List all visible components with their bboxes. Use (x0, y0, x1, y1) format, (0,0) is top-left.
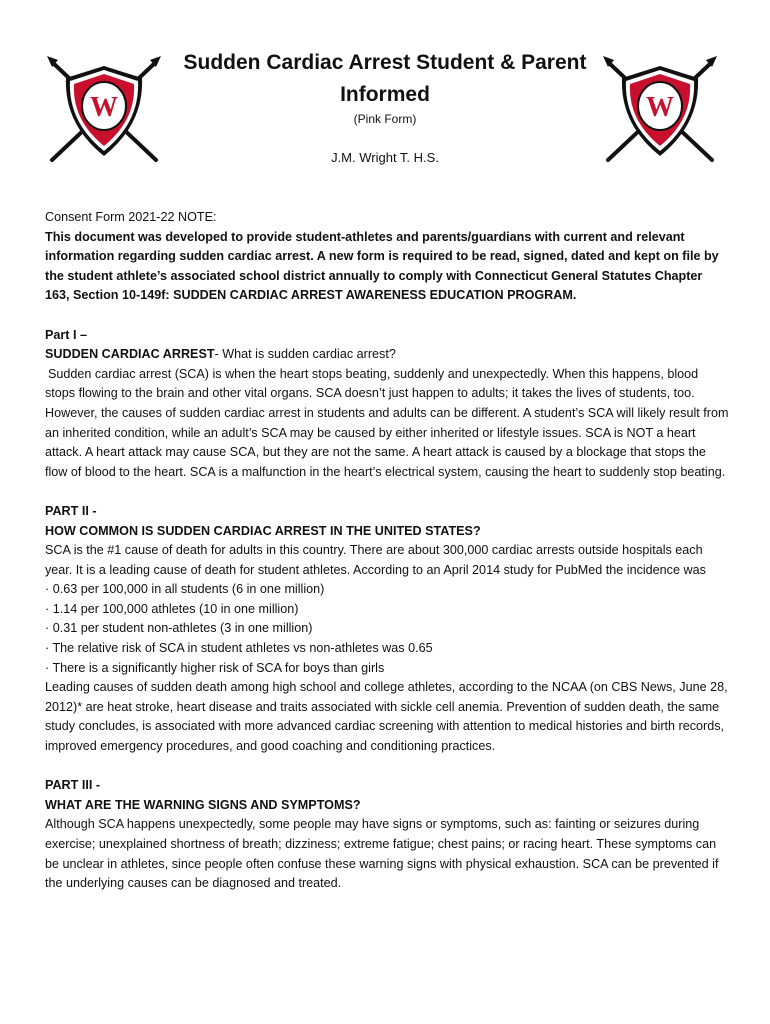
part-1-label: Part I – (45, 327, 87, 342)
part-2-closing: Leading causes of sudden death among high school and college athletes, according to the NCAA (on CBS News, June 28, 2012)* are heat stroke, heart disease and traits associated with sickle cell anemia. Prevention of sudden death, the same study concludes, is associated with more advanced cardiac screening with attention to medical histories and birth records, improved emergency procedures, and good coaching and conditioning practices. (45, 680, 728, 754)
list-item: · 0.63 per 100,000 in all students (6 in one million) (45, 582, 325, 597)
document-body (45, 208, 730, 894)
part-3-body: Although SCA happens unexpectedly, some people may have signs or symptoms, such as: fainting or seizures during exercise; unexplained shortness of breath; dizziness; extreme fatigue; chest pains; or racing heart. These symptoms can be unclear in athletes, since people often confuse these warning signs with physical exhaustion. SCA can be prevented if the underlying causes can be diagnosed and treated. (45, 817, 719, 891)
school-crest-logo-right (600, 52, 720, 170)
list-item: · 1.14 per 100,000 athletes (10 in one million) (45, 601, 299, 616)
part-2-label: PART II - (45, 503, 97, 518)
svg-text:W: W (90, 92, 118, 123)
list-item: · 0.31 per student non-athletes (3 in one million) (45, 621, 313, 636)
svg-text:W: W (646, 92, 674, 123)
document-title: Sudden Cardiac Arrest Student & Parent Informed (183, 51, 587, 106)
list-item: · There is a significantly higher risk of SCA for boys than girls (45, 660, 385, 675)
form-color-note: (Pink Form) (353, 112, 417, 126)
part-2-heading: HOW COMMON IS SUDDEN CARDIAC ARREST IN THE UNITED STATES? (45, 523, 481, 538)
part-1-body: Sudden cardiac arrest (SCA) is when the heart stops beating, suddenly and unexpectedly. When this happens, blood stops flowing to the brain and other vital organs. SCA doesn’t just happen to adults; it takes the lives of students, too. However, the causes of sudden cardiac arrest in students and adults can be different. A student’s SCA will likely result from an inherited condition, while an adult’s SCA may be caused by either inherited or lifestyle issues. SCA is NOT a heart attack. A heart attack may cause SCA, but they are not the same. A heart attack is caused by a blockage that stops the flow of blood to the heart. SCA is a malfunction in the heart’s electrical system, causing the heart to suddenly stop beating. (45, 366, 729, 479)
consent-note: This document was developed to provide student-athletes and parents/guardians with current and relevant information regarding sudden cardiac arrest. A new form is required to be read, signed, dated and kept on file by the student athlete’s associated school district annually to comply with Connecticut General Statutes Chapter 163, Section 10-149f: SUDDEN CARDIAC ARREST AWARENESS EDUCATION PROGRAM. (45, 229, 719, 303)
part-3-heading: WHAT ARE THE WARNING SIGNS AND SYMPTOMS? (45, 797, 361, 812)
school-crest-logo-left (44, 52, 164, 170)
part-1-question: - What is sudden cardiac arrest? (214, 347, 396, 362)
school-name: J.M. Wright T. H.S. (331, 150, 439, 165)
part-1-heading-line (45, 345, 730, 365)
part-3-label: PART III - (45, 778, 101, 793)
consent-heading: Consent Form 2021-22 NOTE: (45, 210, 217, 224)
part-1-heading: SUDDEN CARDIAC ARREST (45, 347, 215, 362)
part-2-intro: SCA is the #1 cause of death for adults in this country. There are about 300,000 cardiac arrests outside hospitals each year. It is a leading cause of death for student athletes. According to an April 2014 study for PubMed the incidence was (45, 543, 706, 577)
list-item: · The relative risk of SCA in student athletes vs non-athletes was 0.65 (45, 641, 433, 656)
